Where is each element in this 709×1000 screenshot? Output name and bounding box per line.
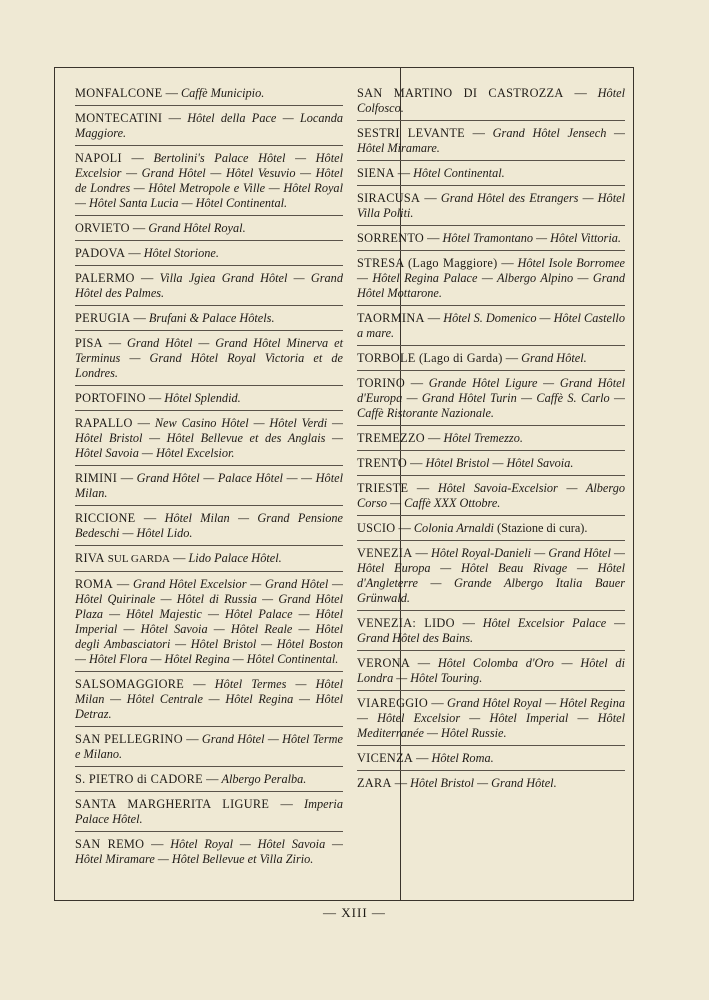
directory-entry [75, 471, 343, 506]
separator: — [391, 776, 411, 790]
directory-entry [357, 311, 625, 346]
separator: — [162, 111, 188, 125]
hotel-list: Hôtel Royal-Danieli — Grand Hôtel — Hôtel Europa — Hôtel Beau Rivage — Hôtel d'Angleterre — Grande Albergo Italia Bauer Grünwald. [357, 546, 625, 605]
city-name: RIMINI [75, 471, 118, 485]
city-name: SESTRI LEVANTE [357, 126, 465, 140]
hotel-list: Hôtel Isole Borromee — Hôtel Regina Palace — Albergo Alpino — Grand Hôtel Mottarone. [357, 256, 625, 300]
city-name: PADOVA [75, 246, 126, 260]
separator: — [269, 797, 305, 811]
separator: — [182, 732, 202, 746]
directory-entry [75, 677, 343, 727]
directory-entry [75, 311, 343, 331]
directory-entry [357, 86, 625, 121]
city-name: SIENA [357, 166, 395, 180]
city-name: ROMA [75, 577, 114, 591]
city-name: NAPOLI [75, 151, 122, 165]
city-name: ZARA [357, 776, 392, 790]
city-name: SAN PELLEGRINO [75, 732, 183, 746]
directory-entry [357, 166, 625, 186]
directory-entry [357, 126, 625, 161]
directory-entry [75, 797, 343, 832]
right-column [357, 86, 625, 800]
directory-entry [75, 772, 343, 792]
directory-entry [357, 351, 625, 371]
hotel-list: Lido Palace Hôtel. [188, 551, 282, 565]
hotel-list: Hôtel Tremezzo. [443, 431, 523, 445]
city-name: VIAREGGIO [357, 696, 429, 710]
separator: — [464, 126, 493, 140]
separator: — [407, 456, 426, 470]
city-name: PERUGIA [75, 311, 131, 325]
hotel-list: Albergo Peralba. [221, 772, 307, 786]
hotel-list: Imperia Palace Hôtel. [75, 797, 343, 826]
directory-entry [75, 391, 343, 411]
hotel-list: Colonia Arnaldi [413, 521, 494, 535]
separator: — [420, 191, 441, 205]
hotel-list: Hôtel S. Domenico — Hôtel Castello a mare. [357, 311, 625, 340]
directory-entry [357, 456, 625, 476]
left-column [75, 86, 343, 876]
hotel-list: Grand Hôtel Royal. [148, 221, 246, 235]
separator: — [405, 376, 429, 390]
directory-entry [357, 521, 625, 541]
directory-entry [357, 656, 625, 691]
separator: — [424, 231, 443, 245]
directory-entry [75, 86, 343, 106]
entry-note: (Stazione di cura). [493, 521, 588, 535]
separator: — [413, 751, 432, 765]
hotel-list: Hôtel Royal — Hôtel Savoia — Hôtel Miramare — Hôtel Bellevue et Villa Zirio. [75, 837, 343, 866]
city-name: SIRACUSA [357, 191, 421, 205]
city-name: SALSOMAGGIORE [75, 677, 185, 691]
separator: — [395, 521, 414, 535]
directory-entry [357, 431, 625, 451]
directory-entry [75, 151, 343, 216]
directory-entry [357, 376, 625, 426]
separator: — [162, 86, 181, 100]
directory-entry [75, 511, 343, 546]
city-name: TRIESTE [357, 481, 409, 495]
city-name: USCIO [357, 521, 396, 535]
city-name: TORBOLE (Lago di Garda) [357, 351, 503, 365]
separator: — [117, 471, 137, 485]
hotel-list: New Casino Hôtel — Hôtel Verdi — Hôtel Bristol — Hôtel Bellevue et des Anglais — Hôtel Savoia — Hôtel Excelsior. [75, 416, 343, 460]
separator: — [454, 616, 483, 630]
separator: — [563, 86, 598, 100]
hotel-list: Hôtel Bristol — Grand Hôtel. [410, 776, 557, 790]
separator: — [130, 311, 149, 325]
separator: — [424, 431, 444, 445]
city-name: STRESA (Lago Maggiore) [357, 256, 498, 270]
hotel-directory-frame [54, 67, 634, 901]
hotel-list: Hôtel Bristol — Hôtel Savoia. [425, 456, 574, 470]
separator: — [394, 166, 414, 180]
city-name: TRENTO [357, 456, 408, 470]
hotel-list: Hôtel Tramontano — Hôtel Vittoria. [442, 231, 621, 245]
directory-entry [75, 577, 343, 672]
hotel-list: Grand Hôtel — Palace Hôtel — — Hôtel Milan. [75, 471, 343, 500]
directory-entry [75, 551, 343, 572]
hotel-list: Grande Hôtel Ligure — Grand Hôtel d'Europa — Grand Hôtel Turin — Caffè S. Carlo — Caffè Ristorante Nazionale. [357, 376, 625, 420]
directory-entry [357, 546, 625, 611]
separator: — [132, 416, 155, 430]
hotel-list: Hôtel della Pace — Locanda Maggiore. [75, 111, 343, 140]
city-name: VICENZA [357, 751, 414, 765]
directory-entry [357, 776, 625, 795]
hotel-list: Brufani & Palace Hôtels. [148, 311, 275, 325]
separator: — [145, 391, 165, 405]
separator: — [203, 772, 222, 786]
directory-entry [75, 246, 343, 266]
separator: — [125, 246, 144, 260]
separator: — [410, 656, 438, 670]
hotel-list: Grand Hôtel Jensech — Hôtel Miramare. [357, 126, 625, 155]
separator: — [170, 551, 189, 565]
directory-entry [75, 221, 343, 241]
directory-entry [357, 481, 625, 516]
directory-entry [75, 111, 343, 146]
directory-entry [357, 616, 625, 651]
hotel-list: Grand Hôtel Excelsior — Grand Hôtel — Hôtel Quirinale — Hôtel di Russia — Grand Hôtel Plaza — Hôtel Majestic — Hôtel Palace — Hôtel Imperial — Hôtel Savoia — Hôtel Reale — Hôtel degli Ambasciatori — Hôtel Bristol — Hôtel Boston — Hôtel Flora — Hôtel Regina — Hôtel Continental. [75, 577, 343, 666]
separator: — [129, 221, 149, 235]
hotel-list: Hôtel Colfosco. [357, 86, 625, 115]
hotel-list: Grand Hôtel des Etrangers — Hôtel Villa Politi. [357, 191, 626, 220]
directory-entry [357, 696, 625, 746]
separator: — [412, 546, 431, 560]
city-name: PALERMO [75, 271, 135, 285]
separator: — [424, 311, 444, 325]
separator: — [502, 351, 522, 365]
city-name: MONTECATINI [75, 111, 163, 125]
directory-entry [357, 256, 625, 306]
hotel-list: Hôtel Excelsior Palace — Grand Hôtel des Bains. [357, 616, 625, 645]
directory-entry [357, 231, 625, 251]
separator: — [102, 336, 128, 350]
city-name: S. PIETRO di CADORE [75, 772, 203, 786]
directory-entry [75, 837, 343, 871]
hotel-list: Hôtel Milan — Grand Pensione Bedeschi — Hôtel Lido. [75, 511, 343, 540]
city-name: TORINO [357, 376, 406, 390]
hotel-list: Grand Hôtel — Hôtel Terme e Milano. [75, 732, 343, 761]
separator: — [184, 677, 215, 691]
hotel-list: Grand Hôtel — Grand Hôtel Minerva et Terminus — Grand Hôtel Royal Victoria et de Londres. [75, 336, 343, 380]
page-number: — XIII — [323, 905, 386, 920]
city-name: PISA [75, 336, 103, 350]
city-name: SANTA MARGHERITA LIGURE [75, 797, 270, 811]
directory-entry [75, 416, 343, 466]
city-name: RIVA [75, 551, 105, 565]
hotel-list: Hôtel Termes — Hôtel Milan — Hôtel Centrale — Hôtel Regina — Hôtel Detraz. [75, 677, 343, 721]
separator: — [497, 256, 518, 270]
separator: — [144, 837, 171, 851]
city-name: SAN REMO [75, 837, 145, 851]
city-name: ORVIETO [75, 221, 130, 235]
hotel-list: Villa Jgiea Grand Hôtel — Grand Hôtel des Palmes. [75, 271, 343, 300]
city-name: RAPALLO [75, 416, 133, 430]
separator: — [134, 271, 160, 285]
hotel-list: Caffè Municipio. [180, 86, 265, 100]
directory-entry [75, 271, 343, 306]
hotel-list: Hôtel Continental. [413, 166, 505, 180]
directory-entry [75, 732, 343, 767]
separator: — [428, 696, 448, 710]
separator: — [113, 577, 134, 591]
hotel-list: Hôtel Splendid. [164, 391, 241, 405]
city-name: MONFALCONE [75, 86, 163, 100]
separator: — [408, 481, 438, 495]
hotel-list: Hôtel Colomba d'Oro — Hôtel di Londra — Hôtel Touring. [357, 656, 625, 685]
city-subtitle: SUL GARDA [107, 553, 171, 565]
hotel-list: Grand Hôtel Royal — Hôtel Regina — Hôtel Excelsior — Hôtel Imperial — Hôtel Mediterranée — Hôtel Russie. [357, 696, 625, 740]
city-name: PORTOFINO [75, 391, 146, 405]
city-name: SORRENTO [357, 231, 425, 245]
city-name: TAORMINA [357, 311, 425, 325]
directory-entry [357, 191, 625, 226]
hotel-list: Hôtel Storione. [143, 246, 219, 260]
separator: — [121, 151, 154, 165]
hotel-list: Grand Hôtel. [521, 351, 587, 365]
city-name: SAN MARTINO DI CASTROZZA [357, 86, 564, 100]
directory-entry [357, 751, 625, 771]
city-name: VENEZIA [357, 546, 413, 560]
city-name: VERONA [357, 656, 411, 670]
directory-entry [75, 336, 343, 386]
hotel-list: Bertolini's Palace Hôtel — Hôtel Excelsior — Grand Hôtel — Hôtel Vesuvio — Hôtel de Londres — Hôtel Metropole e Ville — Hôtel Royal — Hôtel Santa Lucia — Hôtel Continental. [75, 151, 343, 210]
hotel-list: Hôtel Roma. [431, 751, 494, 765]
city-name: RICCIONE [75, 511, 136, 525]
city-name: TREMEZZO [357, 431, 425, 445]
city-name: VENEZIA: LIDO [357, 616, 455, 630]
hotel-list: Hôtel Savoia-Excelsior — Albergo Corso — Caffè XXX Ottobre. [357, 481, 625, 510]
separator: — [135, 511, 165, 525]
